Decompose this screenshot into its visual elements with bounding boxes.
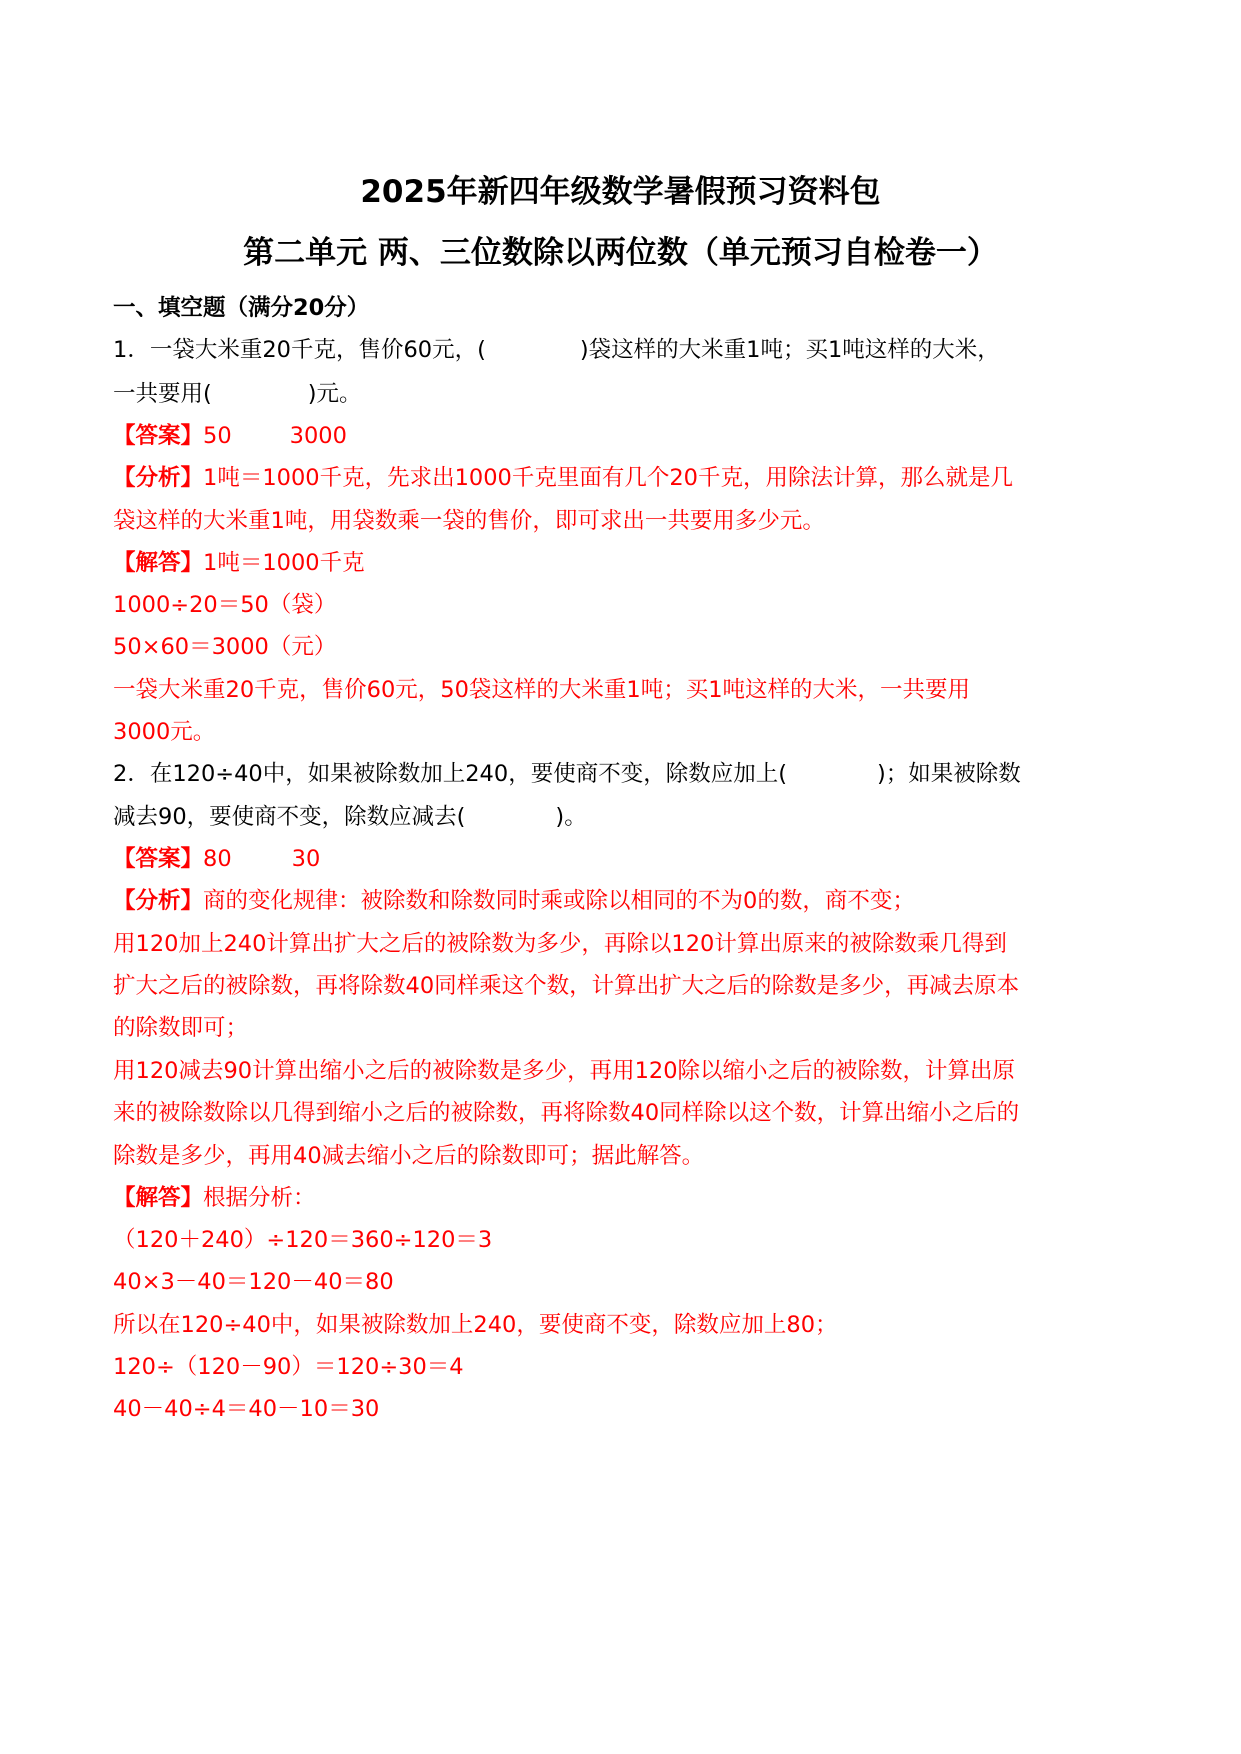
q1-solution-line1 [113,545,365,577]
q2-analysis-line2: 用120加上240计算出扩大之后的被除数为多少，再除以120计算出原来的被除数乘几得到 [113,931,1007,957]
doc-title: 2025年新四年级数学暑假预习资料包 [360,174,881,210]
solution-label: 【解答】 [113,550,204,576]
q1-stem-text: )元。 [307,381,362,407]
q2-analysis-line1 [113,883,915,915]
q1-answer [113,418,347,450]
q1-solution-line4: 一袋大米重20千克，售价60元，50袋这样的大米重1吨；买1吨这样的大米，一共要用 [113,677,971,703]
answer-value: 50 [203,423,232,449]
section-heading: 一、填空题（满分20分） [113,295,370,321]
q2-stem-line1 [113,756,1021,788]
q2-stem-text: )。 [555,804,587,830]
answer-label: 【答案】 [113,423,204,449]
q2-solution-line6: 40－40÷4＝40－10＝30 [113,1396,380,1422]
analysis-label: 【分析】 [113,465,204,491]
solution-text: 根据分析： [203,1185,316,1211]
q1-stem-text: )袋这样的大米重1吨；买1吨这样的大米， [579,337,1000,363]
q1-analysis-line1 [113,460,1013,492]
q2-stem-line2 [113,799,587,831]
q2-analysis-line5: 用120减去90计算出缩小之后的被除数是多少，再用120除以缩小之后的被除数，计算出原 [113,1058,1016,1084]
q2-solution-line3: 40×3－40＝120－40＝80 [113,1269,394,1295]
q2-stem-text: 减去90，要使商不变，除数应减去( [113,804,466,830]
q1-solution-line2: 1000÷20＝50（袋） [113,592,337,618]
q2-solution-line4: 所以在120÷40中，如果被除数加上240，要使商不变，除数应加上80； [113,1312,838,1338]
answer-value: 3000 [289,423,347,449]
q1-stem-text: 1．一袋大米重20千克，售价60元，( [113,337,486,363]
analysis-label: 【分析】 [113,888,204,914]
q1-solution-line5: 3000元。 [113,719,216,745]
q2-analysis-line4: 的除数即可； [113,1015,249,1041]
q1-stem-line1 [113,332,1000,364]
q2-answer [113,841,320,873]
q2-solution-line5: 120÷（120－90）＝120÷30＝4 [113,1354,464,1380]
q1-stem-line2 [113,376,362,408]
solution-label: 【解答】 [113,1185,204,1211]
q2-stem-text: 2．在120÷40中，如果被除数加上240，要使商不变，除数应加上( [113,761,787,787]
q1-analysis-line2: 袋这样的大米重1吨，用袋数乘一袋的售价，即可求出一共要用多少元。 [113,508,825,534]
q2-analysis-line7: 除数是多少，再用40减去缩小之后的除数即可；据此解答。 [113,1143,705,1169]
answer-label: 【答案】 [113,846,204,872]
q1-solution-line3: 50×60＝3000（元） [113,634,337,660]
q2-solution-line1 [113,1180,316,1212]
answer-value: 30 [291,846,321,872]
analysis-text: 1吨＝1000千克，先求出1000千克里面有几个20千克，用除法计算，那么就是几 [203,465,1013,491]
q2-analysis-line3: 扩大之后的被除数，再将除数40同样乘这个数，计算出扩大之后的除数是多少，再减去原本 [113,973,1020,999]
q2-solution-line2: （120＋240）÷120＝360÷120＝3 [113,1227,493,1253]
q1-stem-text: 一共要用( [113,381,212,407]
analysis-text: 商的变化规律：被除数和除数同时乘或除以相同的不为0的数，商不变； [203,888,915,914]
doc-subtitle: 第二单元 两、三位数除以两位数（单元预习自检卷一） [243,235,998,271]
answer-value: 80 [203,846,232,872]
q2-stem-text: )；如果被除数 [876,761,1021,787]
solution-text: 1吨＝1000千克 [203,550,365,576]
q2-analysis-line6: 来的被除数除以几得到缩小之后的被除数，再将除数40同样除以这个数，计算出缩小之后的 [113,1100,1020,1126]
